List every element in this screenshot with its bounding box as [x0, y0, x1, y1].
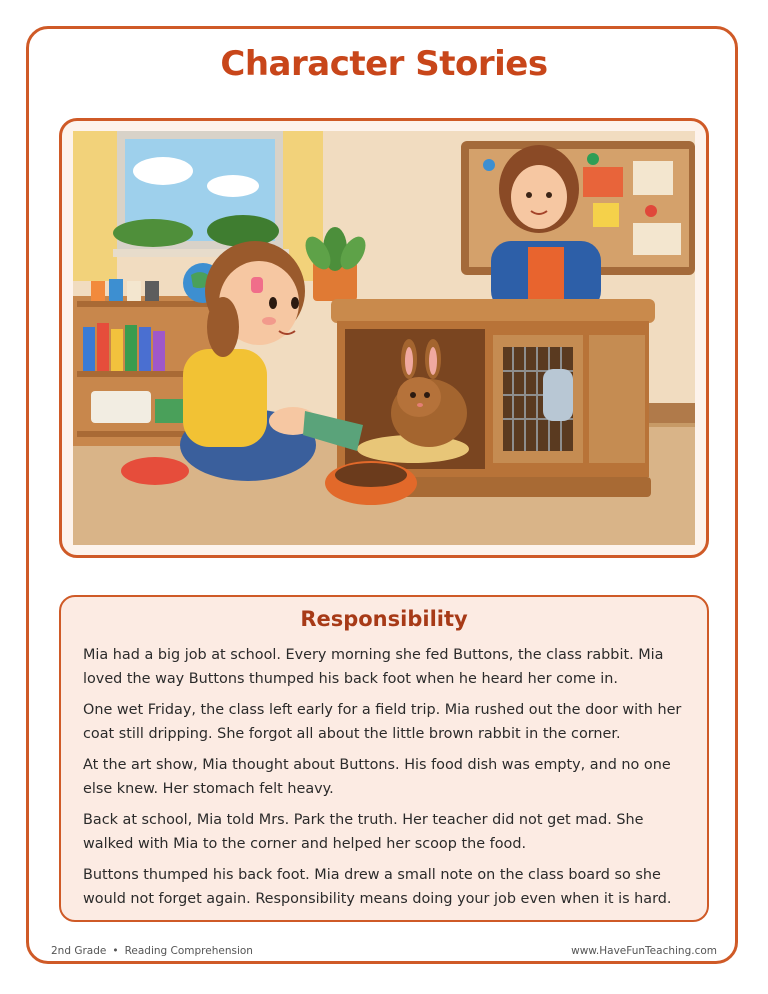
story-paragraph-5: Buttons thumped his back foot. Mia drew a small note on the class board so she would not forget again. Responsibility means doing your job even when it is hard. — [83, 867, 672, 907]
story-body — [83, 644, 689, 919]
footer-left — [51, 945, 253, 957]
footer-website: www.HaveFunTeaching.com — [571, 945, 717, 957]
classroom-rabbit-feeding-illustration — [73, 131, 695, 545]
footer-grade: 2nd Grade — [51, 945, 107, 957]
story-heading: Responsibility — [300, 607, 468, 631]
story-paragraph-1: Mia had a big job at school. Every morning she fed Buttons, the class rabbit. Mia loved the way Buttons thumped his back foot when he heard her come in. — [83, 647, 664, 687]
story-paragraph-4: Back at school, Mia told Mrs. Park the truth. Her teacher did not get mad. She walked with Mia to the corner and helped her scoop the food. — [83, 812, 644, 852]
footer-separator: • — [112, 945, 119, 957]
story-paragraph-3: At the art show, Mia thought about Buttons. His food dish was empty, and no one else knew. Her stomach felt heavy. — [83, 757, 671, 797]
page-title: Character Stories — [220, 44, 548, 84]
footer-subject: Reading Comprehension — [124, 945, 253, 957]
story-paragraph-2: One wet Friday, the class left early for a field trip. Mia rushed out the door with her coat still dripping. She forgot all about the little brown rabbit in the corner. — [83, 702, 682, 742]
